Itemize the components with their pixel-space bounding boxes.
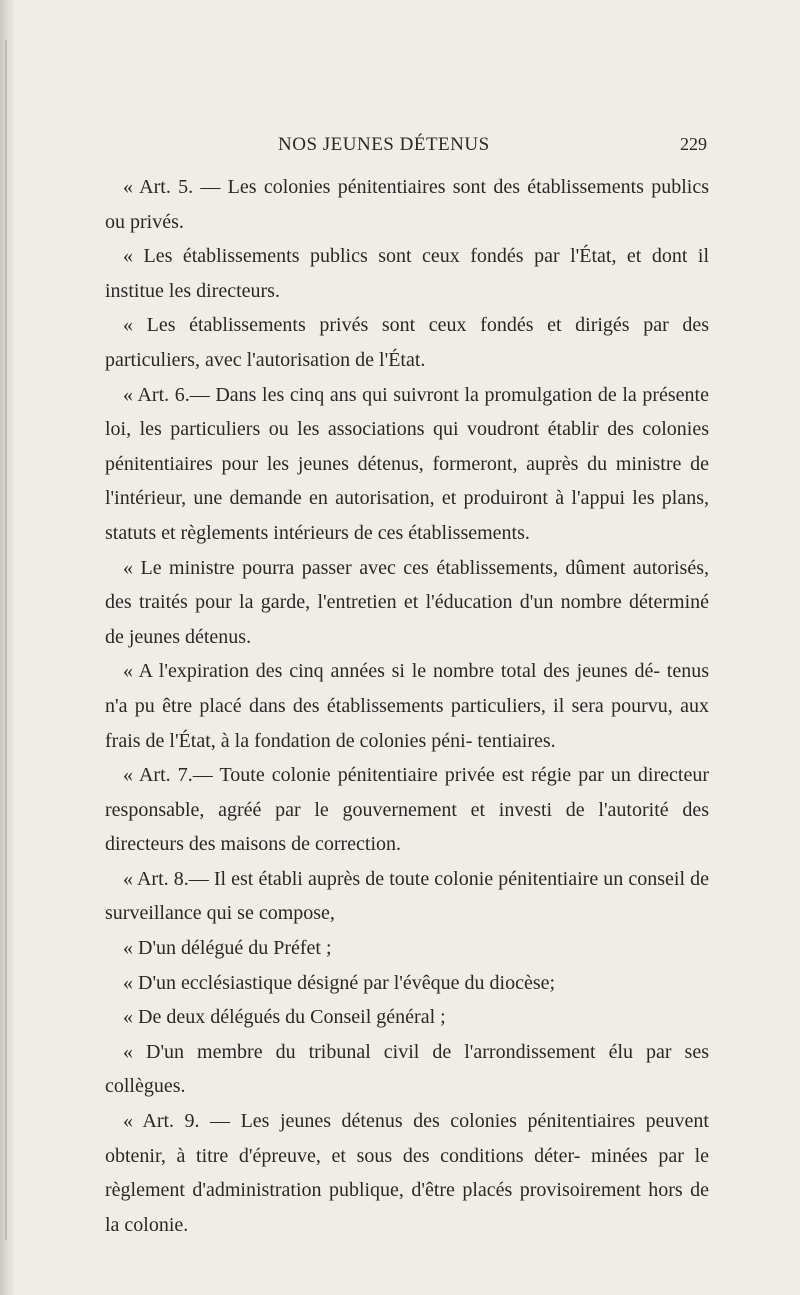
paragraph-private-establishments: « Les établissements privés sont ceux fondés et dirigés par des particuliers, avec l'autorisation de l'État. <box>105 314 709 371</box>
paragraph-art6: « Art. 6.— Dans les cinq ans qui suivront la promulgation de la présente loi, les particuliers ou les associations qui voudront établir des colonies pénitentiaires pour les jeunes détenus, formeront, auprès du ministre de l'intérieur, une demande en autorisation, et produiront à l'appui les plans, statuts et règlements intérieurs de ces établissements. <box>105 383 709 544</box>
paragraph-expiration: « A l'expiration des cinq années si le nombre total des jeunes dé- tenus n'a pu être placé dans des établissements particuliers, il sera pourvu, aux frais de l'État, à la fondation de colonies péni- tentiaires. <box>105 660 709 752</box>
binding-shadow <box>5 40 7 1240</box>
paragraph-minister-treaties: « Le ministre pourra passer avec ces établissements, dûment autorisés, des traités pour la garde, l'entretien et l'éducation d'un nombre déterminé de jeunes détenus. <box>105 556 709 648</box>
running-head <box>0 134 800 158</box>
paragraph-tribunal-member: « D'un membre du tribunal civil de l'arrondissement élu par ses collègues. <box>105 1040 709 1098</box>
paragraph-art9: « Art. 9. — Les jeunes détenus des colonies pénitentiaires peuvent obtenir, à titre d'épreuve, et sous des conditions déter- minées par le règlement d'administration publique, d'être placés provisoirement hors de la colonie. <box>105 1110 709 1236</box>
page-edge <box>0 0 14 1295</box>
paragraph-council-delegates: « De deux délégués du Conseil général ; <box>123 1006 446 1029</box>
paragraph-prefect-delegate: « D'un délégué du Préfet ; <box>123 937 332 960</box>
body-text <box>105 170 709 1242</box>
page-number: 229 <box>680 134 707 154</box>
paragraph-art7: « Art. 7.— Toute colonie pénitentiaire privée est régie par un directeur responsable, agréé par le gouvernement et investi de l'autorité des directeurs des maisons de correction. <box>105 764 709 856</box>
paragraph-art8: « Art. 8.— Il est établi auprès de toute colonie pénitentiaire un conseil de surveillance qui se compose, <box>105 867 709 925</box>
paragraph-public-establishments: « Les établissements publics sont ceux fondés par l'État, et dont il institue les directeurs. <box>105 245 709 302</box>
paragraph-ecclesiastic: « D'un ecclésiastique désigné par l'évêque du diocèse; <box>123 971 556 994</box>
running-head-title: NOS JEUNES DÉTENUS <box>278 134 490 155</box>
paragraph-art5: « Art. 5. — Les colonies pénitentiaires sont des établissements publics ou privés. <box>105 176 709 233</box>
